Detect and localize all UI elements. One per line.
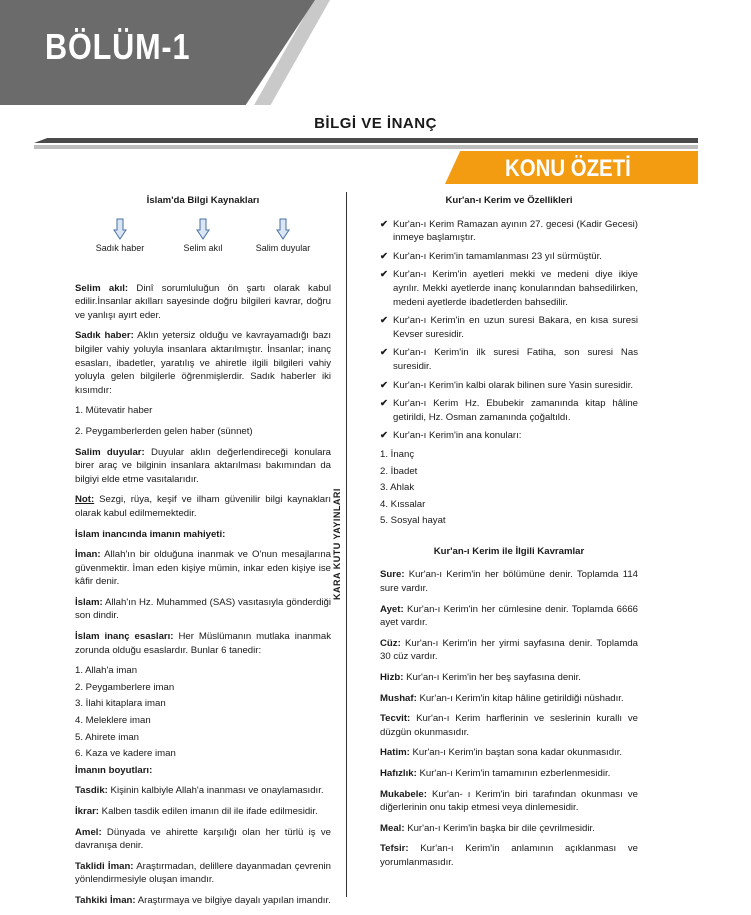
spacer [380, 535, 638, 545]
list-item: 3. İlahi kitaplara iman [75, 698, 166, 710]
boyutlar-title: İmanın boyutları: [75, 764, 153, 776]
list-item: 1. Allah'a iman [75, 665, 138, 677]
right-column [380, 194, 638, 877]
check-icon: ✔ [380, 379, 389, 391]
list-item: 6. Kaza ve kadere iman [75, 748, 176, 760]
source-label: Salim duyular [255, 242, 311, 253]
sources-row [75, 218, 331, 276]
definition-islam: İslam: Allah'ın Hz. Muhammed (SAS) vasıtasıyla gönderdiği son dindir. [75, 596, 331, 622]
chapter-title: BÖLÜM-1 [45, 26, 191, 67]
list-item: 2. İbadet [380, 465, 418, 477]
haber-types-list [75, 404, 331, 438]
definition-esaslar: İslam inanç esasları: Her Müslümanın mutlaka inanmak zorunda olduğu esaslardır. Bunlar 6 tanedir: [75, 631, 332, 656]
source-label: Selim akıl [183, 242, 223, 253]
source-item [163, 218, 243, 254]
source-label: Sadık haber [95, 242, 145, 253]
source-item [251, 218, 315, 254]
list-item: 4. Kıssalar [380, 498, 426, 510]
concept-item: Ayet: Kur'an-ı Kerim'in her cümlesine denir. Toplamda 6666 ayet vardır. [380, 603, 638, 629]
header-rule [34, 138, 698, 143]
list-item: ✔ Kur'an-ı Kerim'in ilk suresi Fatiha, son suresi Nas suresidir. [380, 347, 638, 372]
list-item: ✔ Kur'an-ı Kerim Hz. Ebubekir zamanında kitap hâline getirildi, Hz. Osman zamanında çoğaltıldı. [380, 398, 638, 423]
concept-item: Mushaf: Kur'an-ı Kerim'in kitap hâline getirildiği nüshadır. [380, 692, 624, 704]
list-item: ✔ Kur'an-ı Kerim'in tamamlanması 23 yıl sürmüştür. [380, 250, 602, 262]
side-label-text: KARA KUTU YAYINLARI [332, 484, 342, 604]
list-item: ✔ Kur'an-ı Kerim'in kalbi olarak bilinen sure Yasin suresidir. [380, 379, 634, 391]
page-title: BİLGİ VE İNANÇ [314, 115, 437, 132]
check-icon: ✔ [380, 430, 389, 442]
list-item: 5. Sosyal hayat [380, 515, 446, 527]
column-divider [346, 192, 347, 897]
note: Not: Sezgi, rüya, keşif ve ilham güvenilir bilgi kaynakları olarak kabul edilmemektedir. [75, 494, 331, 519]
concept-item: Cüz: Kur'an-ı Kerim'in her yirmi sayfasına denir. Toplamda 30 cüz vardır. [380, 637, 638, 663]
check-icon: ✔ [380, 398, 389, 410]
definition-tasdik: Tasdik: Kişinin kalbiyle Allah'a inanması ve onaylamasıdır. [75, 785, 324, 797]
concept-item: Tecvit: Kur'an-ı Kerim harflerinin ve seslerinin kurallı ve düzgün okunmasıdır. [380, 713, 638, 738]
check-icon: ✔ [380, 269, 389, 281]
list-item: ✔ Kur'an-ı Kerim'in ana konuları: [380, 430, 522, 442]
list-item: 1. İnanç [380, 448, 415, 460]
definition-taklidi: Taklidi İman: Araştırmadan, delillere dayanmadan çevrenin yönlendirmesiyle oluşan imandır. [75, 860, 331, 886]
definition-selim-akil: Selim akıl: Dinî sorumluluğun ön şartı olarak kabul edilir.İnsanlar akılları sayesinde doğru bilgileri kavrar, doğru ve yanlışı ayırt eder. [75, 282, 331, 321]
definition-tahkiki: Tahkiki İman: Araştırmaya ve bilgiye dayalı yapılan imandır. [75, 894, 331, 906]
definition-ikrar: İkrar: Kalben tasdik edilen imanın dil ile ifade edilmesidir. [75, 806, 318, 817]
sources-title: İslam'da Bilgi Kaynakları [146, 195, 260, 206]
arrow-down-icon [196, 218, 210, 240]
concepts-title: Kur'an-ı Kerim ile İlgili Kavramlar [433, 545, 585, 557]
list-item: 2. Peygamberlere iman [75, 681, 175, 693]
definition-iman: İman: Allah'ın bir olduğuna inanmak ve O'nun mesajlarına güvenmektir. İman eden kişiye mümin, inkar eden kişiye ise kâfir denir. [75, 549, 331, 588]
definition-sadik-haber: Sadık haber: Aklın yetersiz olduğu ve kavrayamadığı bazı bilgiler vahiy yoluyla insanlara aktarılmıştır. İnsanlar; inanç esasları, ibadetler, yaratılış ve ahiretle ilgili bilgileri vahiy yoluyla gelen bilgilerle öğrenmişlerdir. Sadık haberler iki kısımdır: [75, 330, 331, 396]
arrow-down-icon [113, 218, 127, 240]
concept-item: Hizb: Kur'an-ı Kerim'in her beş sayfasına denir. [380, 672, 581, 684]
quran-facts-list [380, 218, 638, 443]
mahiyet-title: İslam inancında imanın mahiyeti: [75, 528, 226, 540]
concept-item: Tefsir: Kur'an-ı Kerim'in anlamının açıklanması ve yorumlanmasıdır. [380, 843, 638, 868]
list-item: 3. Ahlak [380, 482, 415, 494]
concept-item: Sure: Kur'an-ı Kerim'in her bölümüne denir. Toplamda 114 sure vardır. [380, 569, 638, 595]
concept-item: Hafızlık: Kur'an-ı Kerim'in tamamının ezberlenmesidir. [380, 768, 611, 779]
section-badge: KONU ÖZETİ [505, 155, 631, 182]
quran-title: Kur'an-ı Kerim ve Özellikleri [445, 195, 573, 206]
list-item: 2. Peygamberlerden gelen haber (sünnet) [75, 425, 253, 437]
source-item [80, 218, 160, 254]
list-item: 4. Meleklere iman [75, 715, 151, 727]
check-icon: ✔ [380, 347, 389, 359]
esaslar-list [75, 664, 331, 761]
definition-amel: Amel: Dünyada ve ahirette karşılığı olan her türlü iş ve davranışa denir. [75, 826, 331, 852]
definition-salim-duyular: Salim duyular: Duyular aklın değerlendireceği konulara birer araç ve bilginin insanlara aktarılması bakımından da bilgiyi elde etme vasıtalarıdır. [75, 446, 331, 485]
header-rule-light [34, 145, 698, 149]
list-item: ✔ Kur'an-ı Kerim'in ayetleri mekki ve medeni diye ikiye ayrılır. Mekki ayetlerde inanç konularından bahsedilirken, medeni ayetlerde ibadetlerden bahsedilir. [380, 269, 638, 308]
check-icon: ✔ [380, 315, 389, 327]
list-item: ✔ Kur'an-ı Kerim Ramazan ayının 27. gecesi (Kadir Gecesi) inmeye başlamıştır. [380, 218, 638, 244]
list-item: 1. Mütevatir haber [75, 405, 153, 417]
check-icon: ✔ [380, 250, 389, 262]
concept-item: Meal: Kur'an-ı Kerim'in başka bir dile çevrilmesidir. [380, 822, 595, 834]
check-icon: ✔ [380, 218, 389, 230]
left-column [75, 194, 331, 915]
topics-list [380, 448, 638, 528]
list-item: 5. Ahirete iman [75, 731, 139, 743]
concept-item: Hatim: Kur'an-ı Kerim'in baştan sona kadar okunmasıdır. [380, 747, 623, 759]
list-item: ✔ Kur'an-ı Kerim'in en uzun suresi Bakara, en kısa suresi Kevser suresidir. [380, 315, 638, 340]
concept-item: Mukabele: Kur'an- ı Kerim'in biri tarafından okunması ve diğerlerinin onu takip etmesi veya dinlemesidir. [380, 788, 638, 814]
arrow-down-icon [276, 218, 290, 240]
